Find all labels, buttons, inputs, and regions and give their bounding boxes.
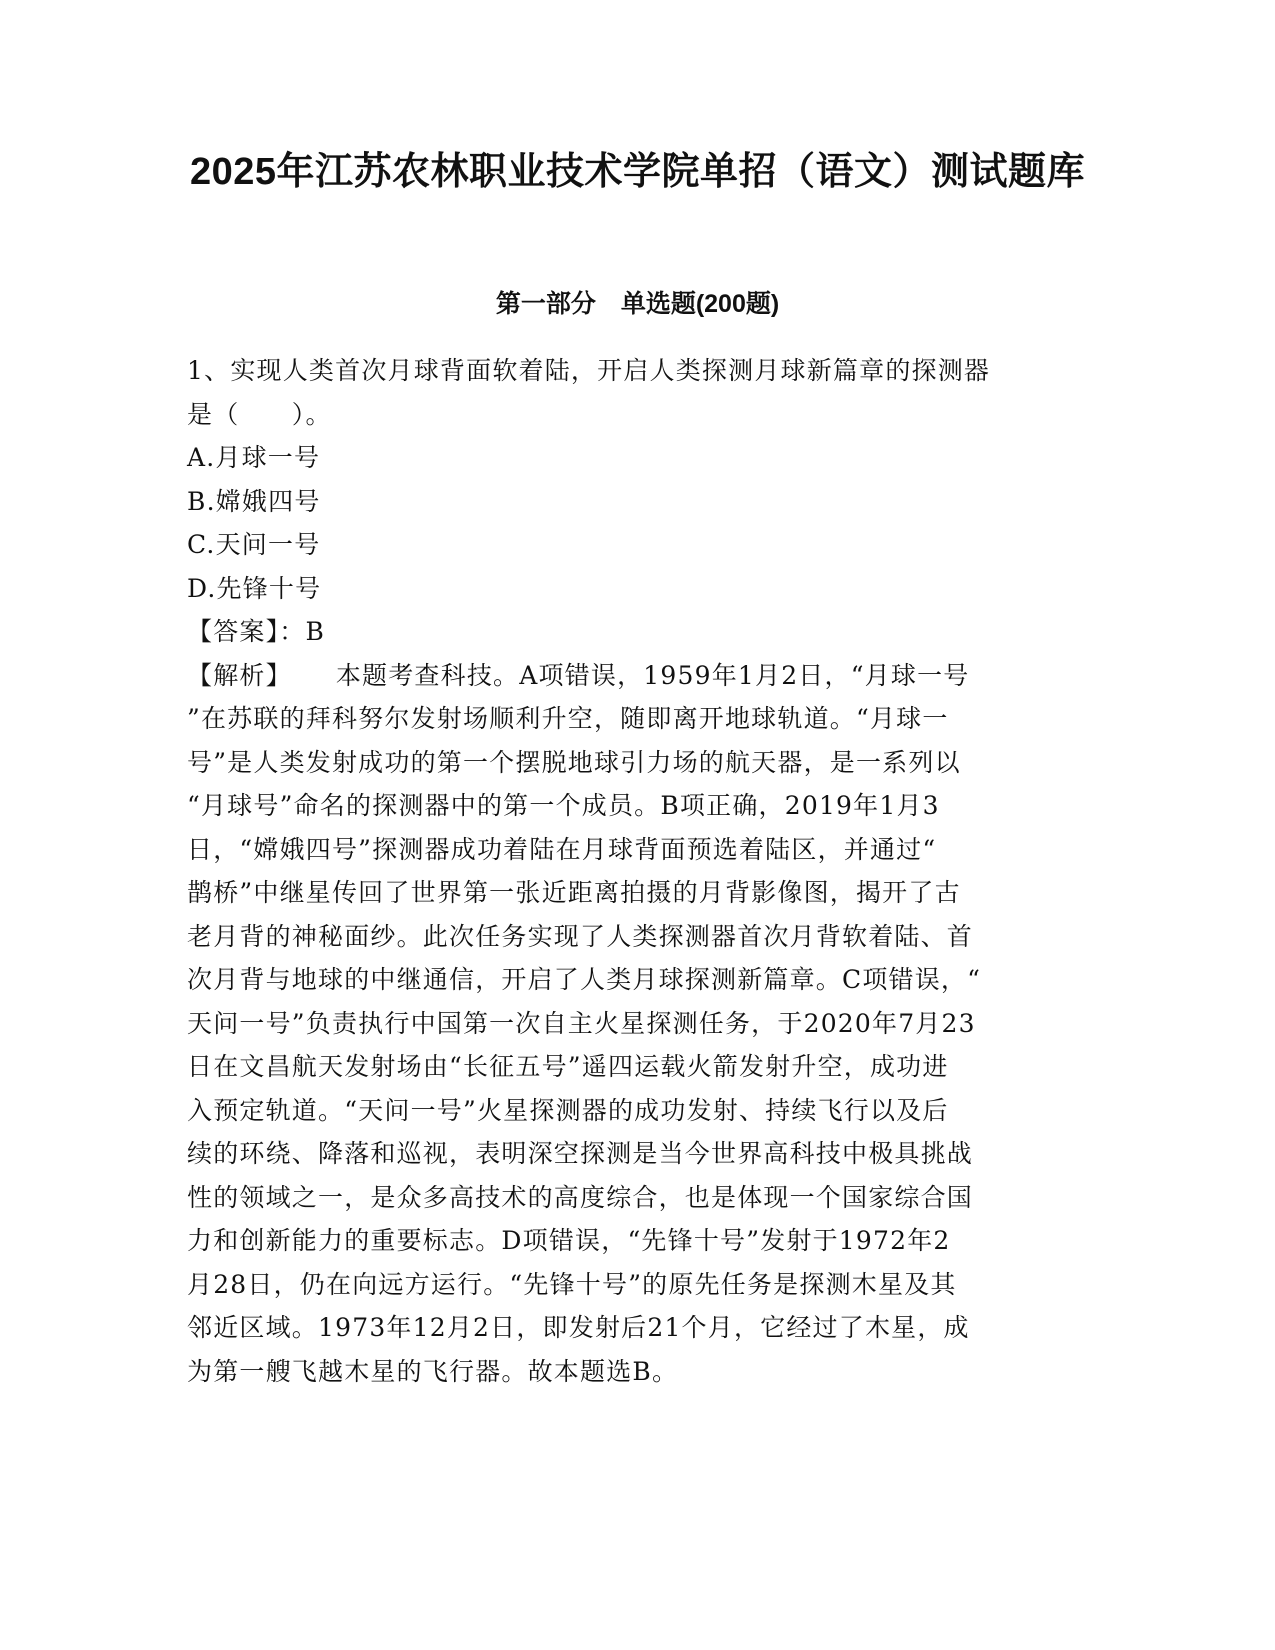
analysis-line: 性的领域之一，是众多高技术的高度综合，也是体现一个国家综合国 <box>187 1182 974 1212</box>
option-text: 天问一号 <box>215 530 321 559</box>
analysis-line: “月球号”命名的探测器中的第一个成员。B项正确，2019年1月3 <box>187 791 940 820</box>
answer-line <box>187 610 1085 654</box>
analysis-line: 为第一艘飞越木星的飞行器。故本题选B。 <box>187 1356 679 1386</box>
option-a <box>187 436 1085 480</box>
option-d <box>187 567 1085 611</box>
option-text: 嫦娥四号 <box>215 486 321 516</box>
option-c <box>187 523 1085 567</box>
analysis-line: 日，“嫦娥四号”探测器成功着陆在月球背面预选着陆区，并通过“ <box>187 834 937 864</box>
analysis-line: 天问一号”负责执行中国第一次自主火星探测任务，于2020年7月23 <box>187 1008 976 1038</box>
option-key: A. <box>187 443 216 472</box>
question-block <box>187 349 1085 1393</box>
analysis-line: 鹊桥”中继星传回了世界第一张近距离拍摄的月背影像图，揭开了古 <box>187 878 961 907</box>
analysis-line: 续的环绕、降落和巡视，表明深空探测是当今世界高科技中极具挑战 <box>187 1139 974 1168</box>
analysis-line <box>187 654 1085 698</box>
question-stem-line <box>187 349 1085 393</box>
option-text: 月球一号 <box>215 443 321 472</box>
option-key: C. <box>187 530 216 559</box>
analysis-line: 月28日，仍在向远方运行。“先锋十号”的原先任务是探测木星及其 <box>187 1269 957 1299</box>
document-title: 2025年江苏农林职业技术学院单招（语文）测试题库 <box>189 151 1086 193</box>
analysis-line: 号”是人类发射成功的第一个摆脱地球引力场的航天器，是一系列以 <box>187 747 961 777</box>
option-text: 先锋十号 <box>216 573 322 603</box>
analysis-text: 本题考查科技。A项错误，1959年1月2日，“月球一号 <box>335 660 970 690</box>
analysis-line: 老月背的神秘面纱。此次任务实现了人类探测器首次月背软着陆、首 <box>187 921 974 951</box>
question-stem-text: 实现人类首次月球背面软着陆，开启人类探测月球新篇章的探测器 <box>230 356 991 385</box>
question-number: 1、 <box>187 356 231 385</box>
question-stem-line: 是（ ）。 <box>187 399 332 429</box>
answer-value: B <box>305 617 326 646</box>
option-key: B. <box>187 486 216 516</box>
answer-label: 【答案】： <box>187 617 306 646</box>
analysis-line: 力和创新能力的重要标志。D项错误，“先锋十号”发射于1972年2 <box>187 1226 951 1255</box>
section-heading: 第一部分 单选题(200题) <box>495 290 780 318</box>
option-key: D. <box>187 573 217 603</box>
analysis-line: 邻近区域。1973年12月2日，即发射后21个月，它经过了木星，成 <box>187 1313 970 1342</box>
analysis-line: 次月背与地球的中继通信，开启了人类月球探测新篇章。C项错误，“ <box>187 965 982 994</box>
option-b <box>187 480 1085 524</box>
analysis-line: ”在苏联的拜科努尔发射场顺利升空，随即离开地球轨道。“月球一 <box>187 704 949 733</box>
analysis-line: 日在文昌航天发射场由“长征五号”遥四运载火箭发射升空，成功进 <box>187 1052 949 1081</box>
analysis-label: 【解析】 <box>187 660 292 690</box>
analysis-line: 入预定轨道。“天问一号”火星探测器的成功发射、持续飞行以及后 <box>187 1095 949 1125</box>
